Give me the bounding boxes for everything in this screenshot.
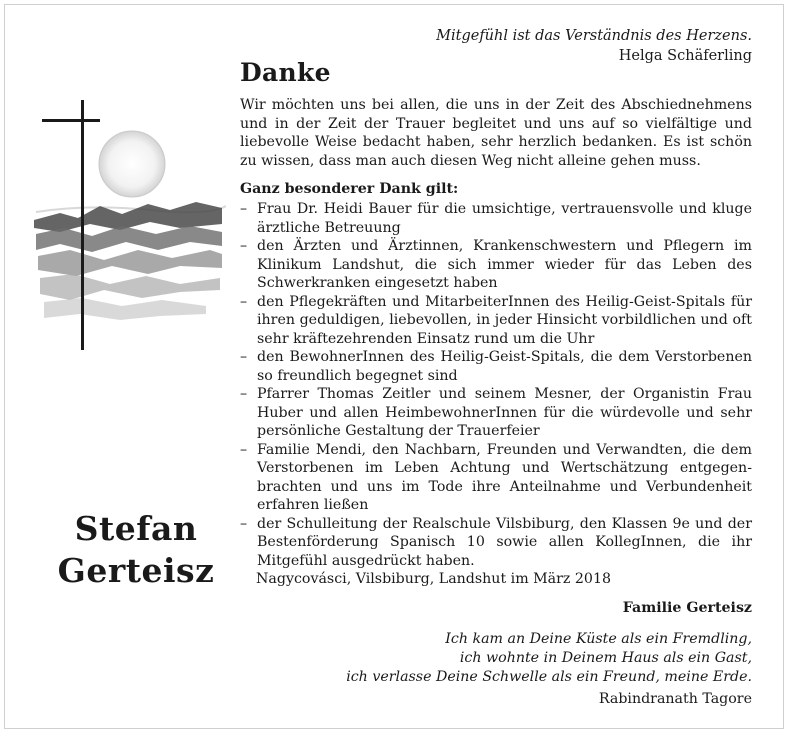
- thanks-heading: Ganz besonderer Dank gilt:: [240, 181, 459, 197]
- family-signature: Familie Gerteisz: [622, 600, 752, 616]
- list-item: – Familie Mendi, den Nachbarn, Freunden und Verwandten, die dem Verstorbenen im Leben Achtung und Wertschätzung entgegenbrachten und uns im Tode ihre Anteilnahme und Verbundenheit erfahren ließen: [240, 441, 752, 515]
- thanks-list: [240, 200, 752, 570]
- poem-line: ich wohnte in Deinem Haus als ein Gast,: [459, 650, 752, 666]
- list-item: – Frau Dr. Heidi Bauer für die umsichtige, vertrauensvolle und kluge ärztliche Betreuung: [240, 200, 752, 237]
- list-item: – der Schulleitung der Realschule Vilsbiburg, den Klassen 9e und der Bestenförderung Spanisch 10 sowie allen KollegInnen, die ihr Mitgefühl ausgedrückt haben.: [240, 515, 752, 571]
- intro-paragraph: Wir möchten uns bei allen, die uns in der Zeit des Abschiednehmens und in der Zeit der Trauer begleitet und uns auf so vielfältige und liebevolle Weise bedacht haben, sehr herzlich bedanken. Es ist schön zu wissen, dass man auch diesen Weg nicht alleine gehen muss.: [240, 97, 752, 169]
- cross-landscape-icon: [30, 92, 226, 352]
- list-item: – den Pflegekräften und MitarbeiterInnen des Heilig-Geist-Spitals für ihren geduldigen, liebevollen, in jeder Hinsicht vorbildlichen und oft sehr kräftezehrenden Einsatz rund um die Uhr: [240, 293, 752, 349]
- list-item: – den Ärzten und Ärztinnen, Krankenschwestern und Pflegern im Klinikum Landshut, die sich immer wieder für das Leben des Schwerkranken eingesetzt haben: [240, 237, 752, 293]
- top-quote-author: Helga Schäferling: [618, 48, 752, 64]
- list-item: – Pfarrer Thomas Zeitler und seinem Mesner, der Organistin Frau Huber und allen HeimbewohnerInnen für die würdevolle und sehr persönliche Gestaltung der Trauerfeier: [240, 385, 752, 441]
- list-item: – den BewohnerInnen des Heilig-Geist-Spitals, die dem Verstorbenen so freundlich begegnet sind: [240, 348, 752, 385]
- poem-line: Ich kam an Deine Küste als ein Fremdling,: [445, 631, 752, 647]
- top-quote: [436, 26, 752, 66]
- deceased-name: [46, 508, 226, 592]
- top-quote-text: Mitgefühl ist das Verständnis des Herzens.: [436, 28, 752, 44]
- poem: [346, 630, 752, 687]
- deceased-last-name: Gerteisz: [57, 551, 215, 590]
- poem-line: ich verlasse Deine Schwelle als ein Freund, meine Erde.: [346, 669, 752, 685]
- deceased-first-name: Stefan: [74, 509, 198, 548]
- place-date: Nagycovásci, Vilsbiburg, Landshut im März 2018: [256, 571, 612, 587]
- poem-author: Rabindranath Tagore: [598, 691, 752, 707]
- page-title: Danke: [240, 58, 331, 87]
